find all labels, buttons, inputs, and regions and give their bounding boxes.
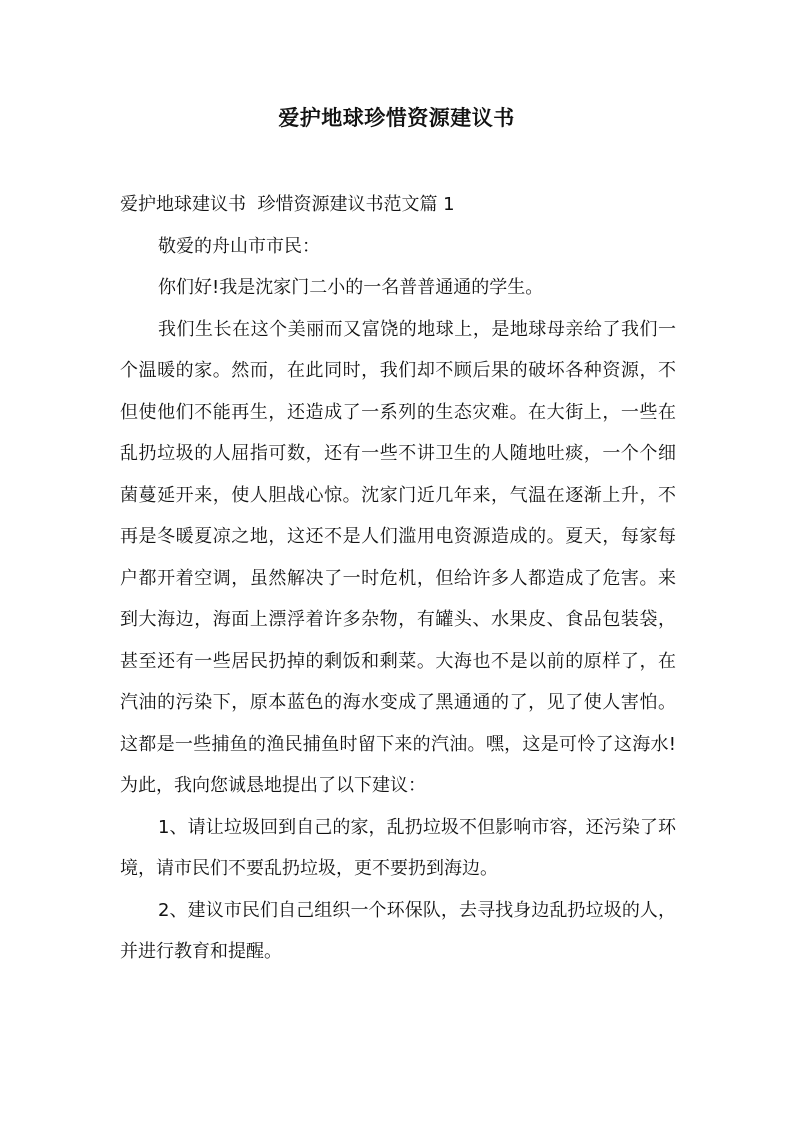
suggestion-1: 1、请让垃圾回到自己的家，乱扔垃圾不但影响市容，还污染了环境，请市民们不要乱扔垃圾，更不要扔到海边。 — [120, 816, 676, 879]
document-title: 爱护地球珍惜资源建议书 — [278, 106, 515, 130]
greeting: 你们好!我是沈家门二小的一名普普通通的学生。 — [158, 277, 544, 298]
salutation: 敬爱的舟山市市民： — [158, 235, 320, 257]
suggestion-2: 2、建议市民们自己组织一个环保队，去寻找身边乱扔垃圾的人，并进行教育和提醒。 — [120, 899, 676, 962]
document-subtitle: 爱护地球建议书 珍惜资源建议书范文篇 1 — [120, 194, 455, 215]
document-body — [120, 184, 676, 973]
main-paragraph: 我们生长在这个美丽而又富饶的地球上，是地球母亲给了我们一个温暖的家。然而，在此同时，我们却不顾后果的破坏各种资源，不但使他们不能再生，还造成了一系列的生态灾难。在大街上，一些在乱扔垃圾的人屈指可数，还有一些不讲卫生的人随地吐痰，一个个细菌蔓延开来，使人胆战心惊。沈家门近几年来，气温在逐渐上升，不再是冬暖夏凉之地，这还不是人们滥用电资源造成的。夏天，每家每户都开着空调，虽然解决了一时危机，但给许多人都造成了危害。来到大海边，海面上漂浮着许多杂物，有罐头、水果皮、食品包装袋，甚至还有一些居民扔掉的剩饭和剩菜。大海也不是以前的原样了，在汽油的污染下，原本蓝色的海水变成了黑通通的了，见了使人害怕。这都是一些捕鱼的渔民捕鱼时留下来的汽油。嘿，这是可怜了这海水!为此，我向您诚恳地提出了以下建议： — [120, 318, 676, 796]
